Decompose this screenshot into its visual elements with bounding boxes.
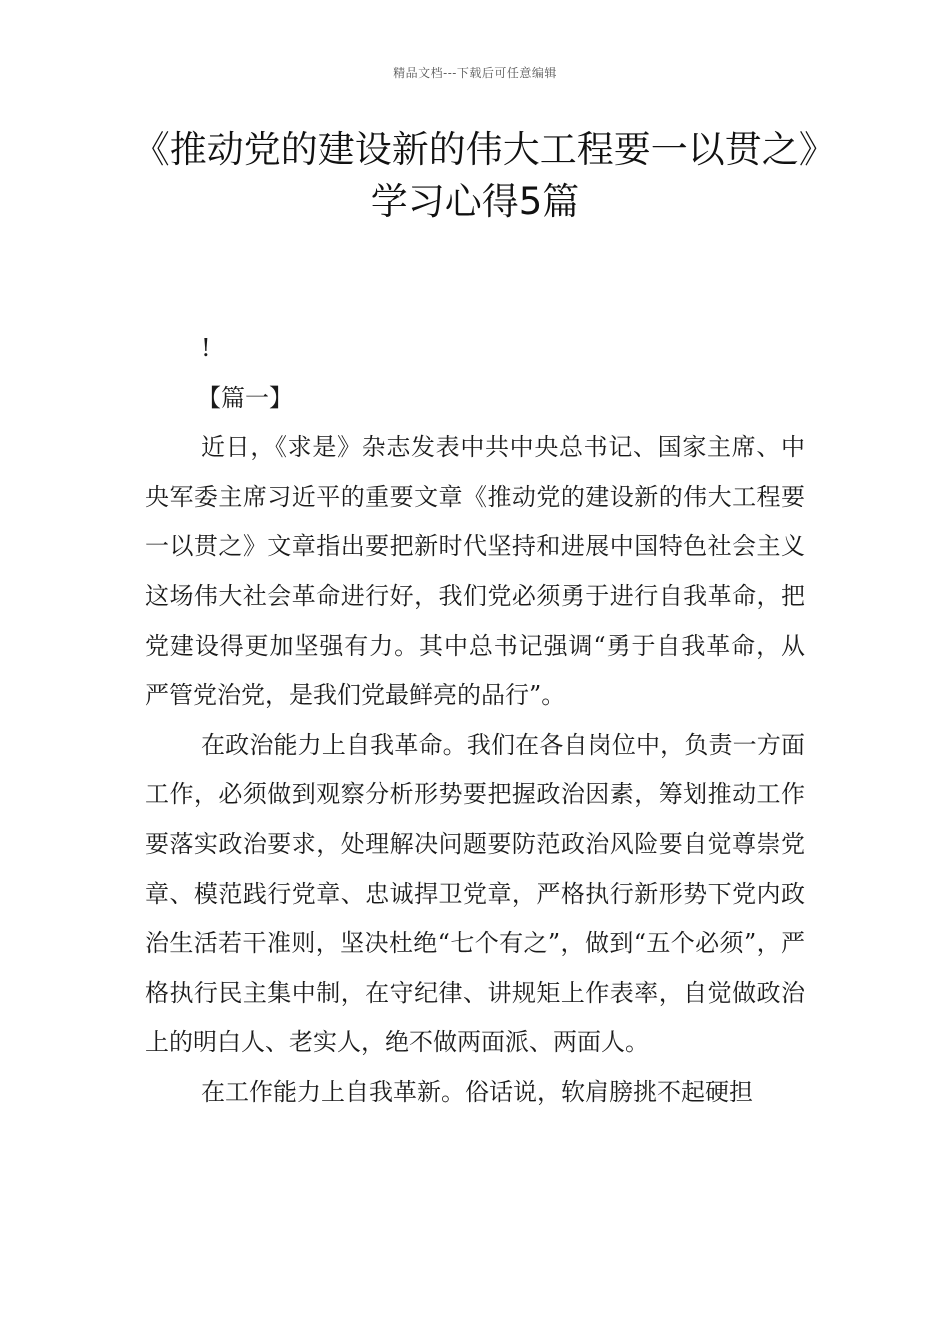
header-note: 精品文档---下载后可任意编辑 bbox=[393, 66, 557, 80]
document-body bbox=[145, 324, 805, 1118]
section-heading: 【篇一】 bbox=[197, 383, 293, 412]
document-title: 《推动党的建设新的伟大工程要一以贯之》学习心得5篇 bbox=[132, 128, 818, 223]
paragraph-3: 在工作能力上自我革新。俗话说，软肩膀挑不起硬担 bbox=[201, 1077, 753, 1106]
exclamation-mark: ! bbox=[201, 334, 211, 362]
paragraph-1: 近日，《求是》杂志发表中共中央总书记、国家主席、中央军委主席习近平的重要文章《推动党的建设新的伟大工程要一以贯之》文章指出要把新时代坚持和进展中国特色社会主义这场伟大社会革命进行好，我们党必须勇于进行自我革命，把党建设得更加坚强有力。其中总书记强调“勇于自我革命，从严管党治党，是我们党最鲜亮的品行”。 bbox=[145, 433, 805, 710]
paragraph-2: 在政治能力上自我革命。我们在各自岗位中，负责一方面工作，必须做到观察分析形势要把握政治因素，筹划推动工作要落实政治要求，处理解决问题要防范政治风险要自觉尊崇党章、模范践行党章、忠诚捍卫党章，严格执行新形势下党内政治生活若干准则，坚决杜绝“七个有之”，做到“五个必须”，严格执行民主集中制，在守纪律、讲规矩上作表率，自觉做政治上的明白人、老实人，绝不做两面派、两面人。 bbox=[145, 730, 805, 1057]
